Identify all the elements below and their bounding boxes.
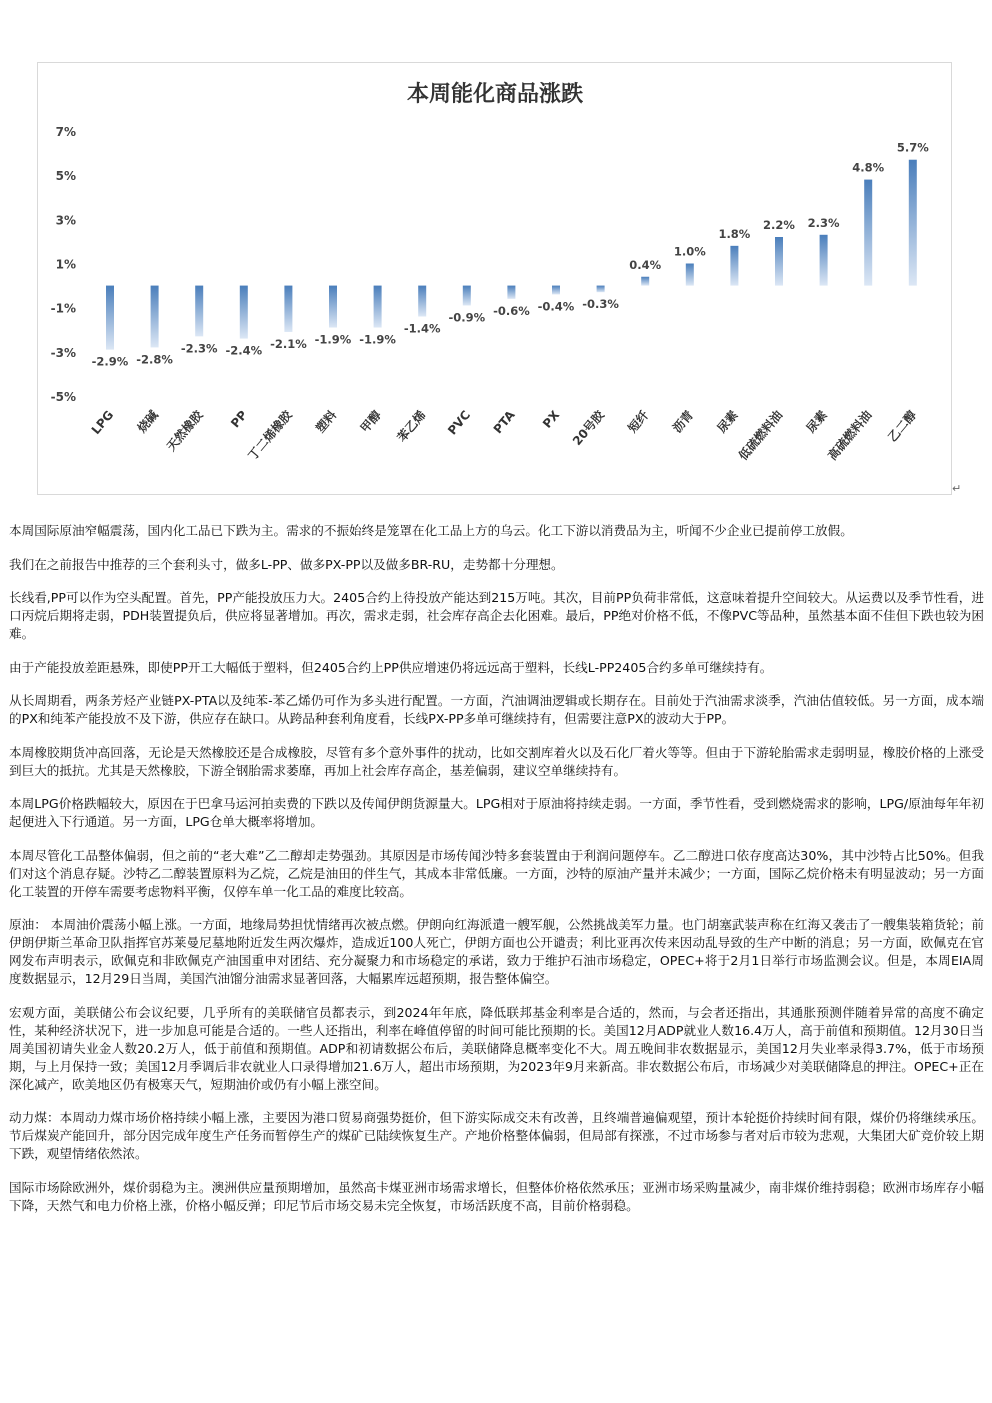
y-tick-label: 5% — [55, 169, 76, 184]
paragraph: 本周国际原油窄幅震荡，国内化工品已下跌为主。需求的不振始终是笼罩在化工品上方的乌云。化工下游以消费品为主，听闻不少企业已提前停工放假。 — [9, 523, 853, 538]
bar — [195, 286, 203, 337]
value-label: 4.8% — [852, 160, 885, 175]
value-label: -1.4% — [403, 321, 441, 336]
value-label: -2.9% — [91, 354, 129, 369]
y-tick-label: -1% — [50, 301, 76, 316]
bar — [106, 286, 114, 350]
chart-title: 本周能化商品涨跌 — [406, 82, 584, 107]
category-label: 天然橡胶 — [163, 407, 206, 454]
category-label: 丁二烯橡胶 — [245, 407, 295, 463]
category-label: 塑料 — [313, 407, 340, 436]
value-label: -2.8% — [136, 352, 173, 367]
paragraph: 原油： 本周油价震荡小幅上涨。一方面，地缘局势担忧情绪再次被点燃。伊朗向红海派遣一艘军舰，公然挑战美军力量。也门胡塞武装声称在红海又袭击了一艘集装箱货轮；前伊朗伊斯兰革命卫队指挥官苏莱曼尼墓地附近发生两次爆炸，造成近100人死亡，伊朗方面也公开谴责；利比亚再次传来因动乱导致的生产中断的消息；另一方面，欧佩克在官网发布声明表示，欧佩克和非欧佩克产油国重申对团结、充分凝聚力和市场稳定的承诺，致力于维护石油市场稳定，OPEC+将于2月1日举行市场监测会议。但是，本周EIA周度数据显示，12月29日当周，美国汽油馏分油需求显著回落，大幅累库远超预期，报告整体偏空。 — [9, 917, 984, 986]
article-body — [9, 522, 984, 1230]
value-label: 1.0% — [673, 244, 706, 259]
paragraph: 动力煤：本周动力煤市场价格持续小幅上涨，主要因为港口贸易商强势挺价，但下游实际成交未有改善，且终端普遍偏观望，预计本轮挺价持续时间有限，煤价仍将继续承压。节后煤炭产能回升，部分因完成年度生产任务而暂停生产的煤矿已陆续恢复生产。产地价格整体偏弱，但局部有探涨，不过市场参与者对后市较为悲观，大集团大矿竞价较上期下跌，观望情绪依然浓。 — [9, 1110, 984, 1161]
category-label: 20号胶 — [570, 407, 607, 449]
paragraph: 由于产能投放差距悬殊，即使PP开工大幅低于塑料，但2405合约上PP供应增速仍将远远高于塑料，长线L-PP2405合约多单可继续持有。 — [9, 659, 773, 675]
bar — [374, 286, 382, 328]
y-tick-label: 7% — [55, 125, 76, 139]
value-label: -0.9% — [448, 310, 486, 325]
category-label: 乙二醇 — [885, 407, 920, 445]
bar — [240, 286, 248, 339]
bar — [775, 237, 783, 286]
value-label: 2.3% — [807, 215, 840, 230]
y-tick-label: 1% — [55, 257, 76, 272]
paragraph: 从长周期看，两条芳烃产业链PX-PTA以及纯苯-苯乙烯仍可作为多头进行配置。一方面，汽油调油逻辑或长期存在。目前处于汽油需求淡季，汽油估值较低。另一方面，成本端的PX和纯苯产能投放不及下游，供应存在缺口。从跨品种套利角度看，长线PX-PP多单可继续持有，但需要注意PX的波动大于PP。 — [9, 693, 984, 726]
bar — [151, 286, 159, 348]
category-label: 低硫燃料油 — [735, 407, 786, 463]
paragraph: 本周橡胶期货冲高回落，无论是天然橡胶还是合成橡胶，尽管有多个意外事件的扰动，比如交割库着火以及石化厂着火等等。但由于下游轮胎需求走弱明显，橡胶价格的上涨受到巨大的抵抗。尤其是天然橡胶，下游全钢胎需求萎靡，再加上社会库存高企，基差偏弱，建议空单继续持有。 — [9, 744, 984, 778]
value-label: -2.3% — [180, 341, 218, 356]
value-label: -1.9% — [314, 332, 352, 347]
paragraph: 宏观方面，美联储公布会议纪要，几乎所有的美联储官员都表示，到2024年年底，降低联邦基金利率是合适的，然而，与会者还指出，其通胀预测伴随着异常的高度不确定性，某种经济状况下，进一步加息可能是合适的。一些人还指出，利率在峰值停留的时间可能比预期的长。美国12月ADP就业人数16.4万人，高于前值和预期值。12月30日当周美国初请失业金人数20.2万人，低于前值和预期值。ADP和初请数据公布后，美联储降息概率变化不大。周五晚间非农数据显示，美国12月失业率录得3.7%，低于市场预期，与上月保持一致；美国12月季调后非农就业人口录得增加21.6万人，超出市场预期，为2023年9月来新高。非农数据公布后，市场减少对美联储降息的押注。OPEC+正在深化减产，欧美地区仍有极寒天气，短期油价或仍有小幅上涨空间。 — [9, 1004, 984, 1092]
y-tick-label: -5% — [50, 390, 76, 404]
bar — [909, 160, 917, 286]
category-label: 甲醇 — [357, 407, 384, 436]
value-label: -0.3% — [582, 297, 619, 312]
value-label: 0.4% — [629, 257, 662, 272]
bar — [641, 277, 649, 286]
category-label: 高硫燃料油 — [825, 407, 875, 463]
bar — [597, 286, 605, 293]
chart-container — [37, 62, 952, 495]
value-label: 2.2% — [763, 218, 795, 232]
paragraph: 我们在之前报告中推荐的三个套利头寸，做多L-PP、做多PX-PP以及做多BR-RU，走势都十分理想。 — [9, 556, 564, 572]
category-label: 尿素 — [803, 407, 830, 436]
category-label: PTA — [490, 407, 518, 437]
category-label: PP — [228, 407, 251, 431]
y-tick-label: -3% — [50, 345, 76, 360]
paragraph: 国际市场除欧洲外，煤价弱稳为主。澳洲供应量预期增加，虽然高卡煤亚洲市场需求增长，但整体价格依然承压；亚洲市场采购量减少，南非煤价维持弱稳；欧洲市场库存小幅下降，天然气和电力价格上涨，价格小幅反弹；印尼节后市场交易未完全恢复，市场活跃度不高，目前价格弱稳。 — [9, 1179, 984, 1213]
bar — [552, 286, 560, 295]
bar — [418, 286, 426, 317]
category-label: 短纤 — [625, 407, 652, 436]
value-label: 5.7% — [896, 140, 929, 155]
return-mark: ↵ — [952, 482, 962, 495]
paragraph: 长线看,PP可以作为空头配置。首先，PP产能投放压力大。2405合约上待投放产能达到215万吨。其次，目前PP负荷非常低，这意味着提升空间较大。从运费以及季节性看，进口丙烷后期将走弱，PDH装置提负后，供应将显著增加。再次，需求走弱，社会库存高企去化困难。最后，PP绝对价格不低，不像PVC等品种，虽然基本面不佳但下跌也较为困难。 — [9, 590, 984, 641]
bar — [463, 286, 471, 306]
bar — [864, 180, 872, 286]
category-label: 尿素 — [714, 407, 741, 436]
value-label: -0.4% — [537, 299, 575, 314]
paragraph: 本周尽管化工品整体偏弱，但之前的“老大难”乙二醇却走势强劲。其原因是市场传闻沙特多套装置由于利润问题停车。乙二醇进口依存度高达30%，其中沙特占比50%。但我们对这个消息存疑。沙特乙二醇装置原料为乙烷，乙烷是油田的伴生气，其成本非常低廉。一方面，沙特的原油产量并未减少；一方面，国际乙烷价格未有明显波动；另一方面化工装置的开停车需要考虑物料平衡，仅停车单一化工品的难度比较高。 — [9, 847, 984, 899]
category-label: 烧碱 — [134, 407, 161, 436]
bar — [686, 264, 694, 286]
value-label: 1.8% — [718, 226, 751, 241]
category-label: LPG — [88, 407, 117, 438]
y-tick-label: 3% — [55, 213, 76, 228]
bar — [730, 246, 738, 286]
bar — [329, 286, 337, 328]
bar-chart — [38, 63, 951, 494]
value-label: -1.9% — [359, 332, 396, 347]
category-label: PX — [539, 407, 563, 431]
category-label: PVC — [445, 407, 474, 438]
category-label: 沥青 — [669, 407, 697, 436]
paragraph: 本周LPG价格跌幅较大，原因在于巴拿马运河拍卖费的下跌以及传闻伊朗货源量大。LPG相对于原油将持续走弱。一方面，季节性看，受到燃烧需求的影响，LPG/原油每年年初起便进入下行通道。另一方面，LPG仓单大概率将增加。 — [9, 796, 984, 829]
bar — [820, 235, 828, 286]
category-label: 苯乙烯 — [394, 407, 429, 445]
value-label: -2.4% — [225, 343, 263, 358]
value-label: -2.1% — [270, 336, 307, 351]
value-label: -0.6% — [493, 303, 530, 318]
bar — [507, 286, 515, 299]
bar — [284, 286, 292, 332]
